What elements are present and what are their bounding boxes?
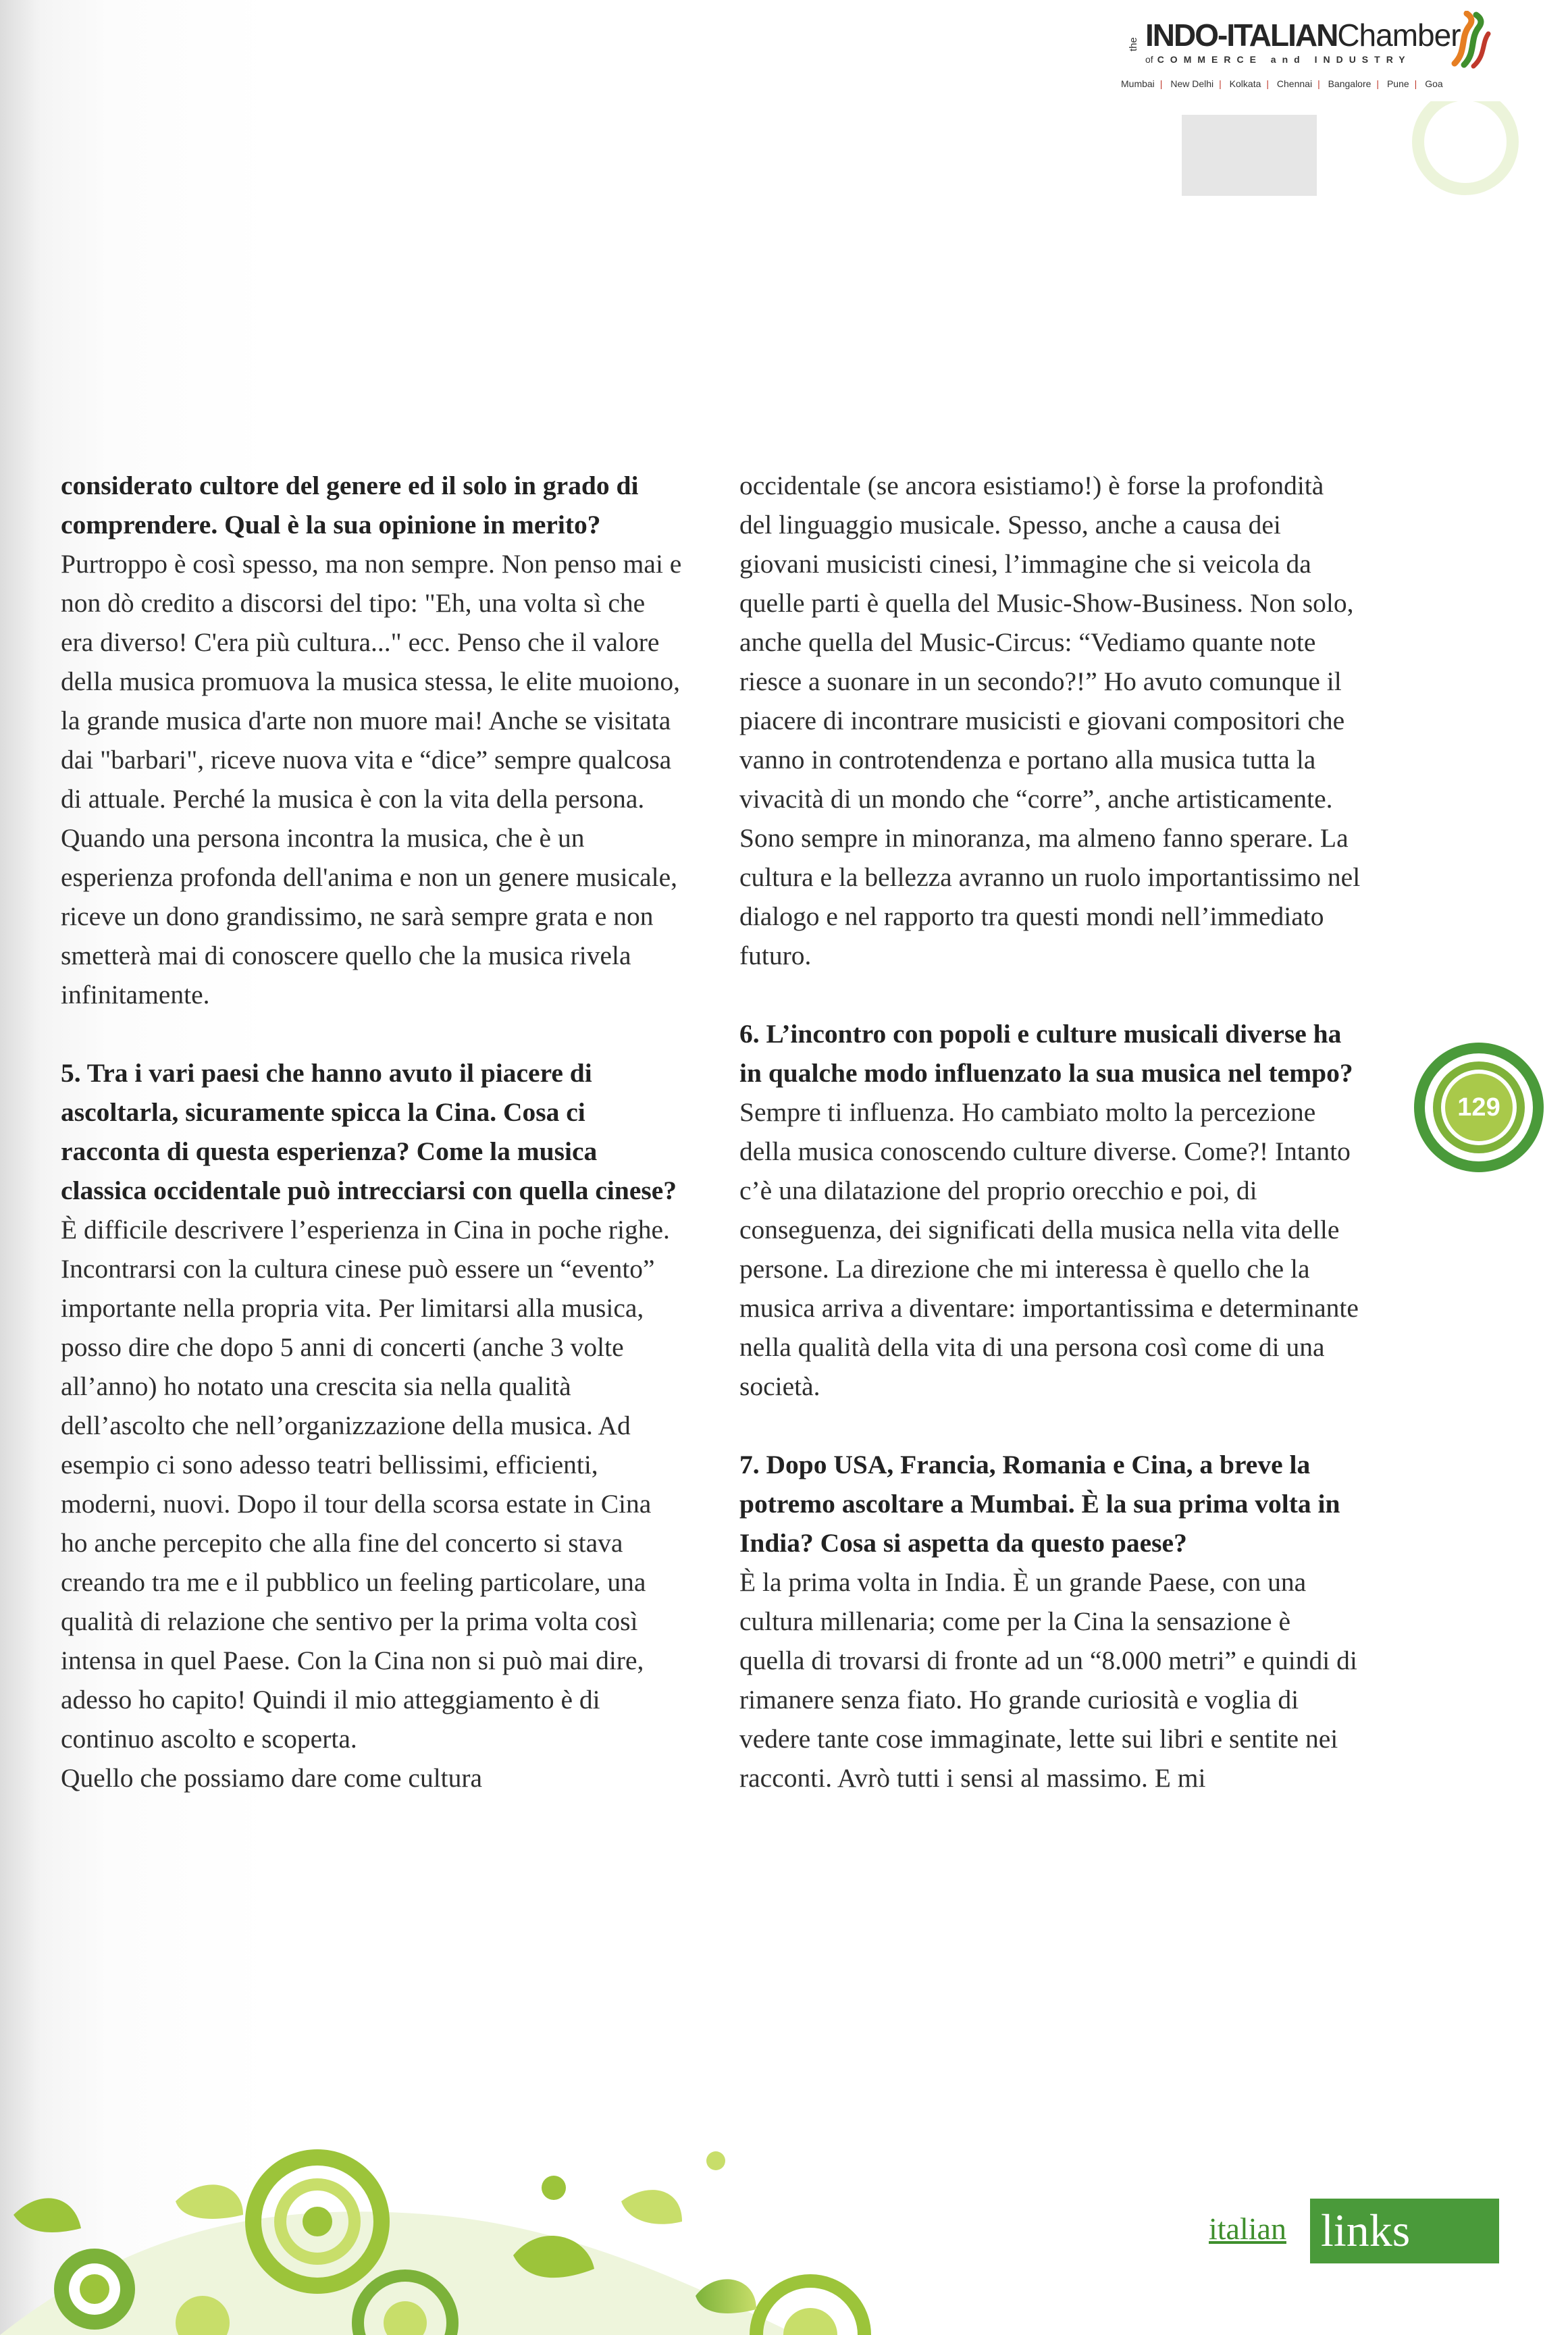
city-item: Kolkata xyxy=(1229,78,1261,89)
logo-title xyxy=(1145,16,1461,54)
italian-links-brand xyxy=(1209,2199,1506,2266)
city-item: Goa xyxy=(1425,78,1443,89)
page-number: 129 xyxy=(1457,1093,1500,1122)
city-item: New Delhi xyxy=(1170,78,1214,89)
logo-title-rest: Chamber xyxy=(1337,18,1461,53)
city-list: Mumbai | New Delhi | Kolkata | Chennai | Bangalore | Pune | Goa xyxy=(1121,78,1443,89)
city-item: Mumbai xyxy=(1121,78,1155,89)
city-item: Chennai xyxy=(1276,78,1313,89)
logo-title-bold: INDO-ITALIAN xyxy=(1145,18,1338,53)
city-item: Pune xyxy=(1386,78,1409,89)
answer-4: Purtroppo è così spesso, ma non sempre. Non penso mai e non dò credito a discorsi del tipo: "Eh, una volta sì che era diverso! C'era più cultura..." ecc. Penso che il valore della musica promuova la musica stessa, le elite muoiono, la grande musica d'arte non muore mai! Anche se visitata dai "barbari", riceve nuova vita e “dice” sempre qualcosa di attuale. Perché la musica è con la vita della persona. Quando una persona incontra la musica, che è un esperienza profonda dell'anima e non un genere musicale, riceve un dono grandissimo, ne sarà sempre grata e non smetterà mai di conoscere quello che la musica rivela infinitamente. xyxy=(61,549,682,1009)
background-festival-logo-ghost xyxy=(1182,101,1519,209)
tricolor-flag-icon xyxy=(1446,11,1494,69)
logo-subtitle-text: COMMERCE and INDUSTRY xyxy=(1157,54,1411,65)
city-item: Bangalore xyxy=(1328,78,1371,89)
logo-prefix: the xyxy=(1128,37,1139,52)
question-5: 5. Tra i vari paesi che hanno avuto il piacere di ascoltarla, sicuramente spicca la Cina. Cosa ci racconta di questa esperienza? Come la musica classica occidentale può intrecciarsi con quella cinese? xyxy=(61,1058,677,1205)
question-6: 6. L’incontro con popoli e culture musicali diverse ha in qualche modo influenzato la sua musica nel tempo? xyxy=(739,1019,1353,1088)
answer-5-continued: occidentale (se ancora esistiamo!) è forse la profondità del linguaggio musicale. Spesso, anche a causa dei giovani musicisti cinesi, l’immagine che si veicola da quelle parti è quella del Music-Show-Business. Non solo, anche quella del Music-Circus: “Vediamo quante note riesce a suonare in un secondo?!” Ho avuto comunque il piacere di incontrare musicisti e giovani compositori che vanno in controtendenza e portano alla musica tutta la vivacità di un mondo che “corre”, anche artisticamente. Sono sempre in minoranza, ma almeno fanno sperare. La cultura e la bellezza avranno un ruolo importantissimo nel dialogo e nel rapporto tra questi mondi nell’immediato futuro. xyxy=(739,471,1361,970)
question-7: 7. Dopo USA, Francia, Romania e Cina, a breve la potremo ascoltare a Mumbai. È la sua prima volta in India? Cosa si aspetta da questo paese? xyxy=(739,1450,1340,1558)
floral-decoration xyxy=(0,2120,878,2335)
brand-links: links xyxy=(1321,2205,1411,2256)
answer-5-last-line: Quello che possiamo dare come cultura xyxy=(61,1763,483,1793)
answer-6: Sempre ti influenza. Ho cambiato molto la percezione della musica conoscendo culture diverse. Come?! Intanto c’è una dilatazione del proprio orecchio e poi, di conseguenza, dei significati della musica nella vita delle persone. La direzione che mi interessa è quello che la musica arriva a diventare: importantissima e determinante nella qualità della vita di una persona così come di una società. xyxy=(739,1097,1359,1401)
logo-subtitle xyxy=(1145,54,1411,65)
question-4-continued: considerato cultore del genere ed il solo in grado di comprendere. Qual è la sua opinione in merito? xyxy=(61,471,639,540)
right-column xyxy=(739,466,1361,1798)
logo-of: of xyxy=(1145,54,1153,65)
answer-5: È difficile descrivere l’esperienza in Cina in poche righe. Incontrarsi con la cultura cinese può essere un “evento” importante nella propria vita. Per limitarsi alla musica, posso dire che dopo 5 anni di concerti (anche 3 volte all’anno) ho notato una crescita sia nella qualità dell’ascolto che nell’organizzazione della musica. Ad esempio ci sono adesso teatri bellissimi, efficienti, moderni, nuovi. Dopo il tour della scorsa estate in Cina ho anche percepito che alla fine del concerto si stava creando tra me e il pubblico un feeling particolare, una qualità di relazione che sentivo per la prima volta così intensa in quel Paese. Con la Cina non si può mai dire, adesso ho capito! Quindi il mio atteggiamento è di continuo ascolto e scoperta. xyxy=(61,1215,670,1754)
brand-italian: italian xyxy=(1209,2211,1286,2246)
chamber-logo xyxy=(1121,11,1506,99)
answer-7: È la prima volta in India. È un grande Paese, con una cultura millenaria; come per la Cina la sensazione è quella di trovarsi di fronte ad un “8.000 metri” e quindi di rimanere senza fiato. Ho grande curiosità e voglia di vedere tante cose immaginate, lette sui libri e sentite nei racconti. Avrò tutti i sensi al massimo. E mi xyxy=(739,1567,1357,1793)
page-number-badge xyxy=(1411,1040,1546,1175)
left-column xyxy=(61,466,682,1798)
